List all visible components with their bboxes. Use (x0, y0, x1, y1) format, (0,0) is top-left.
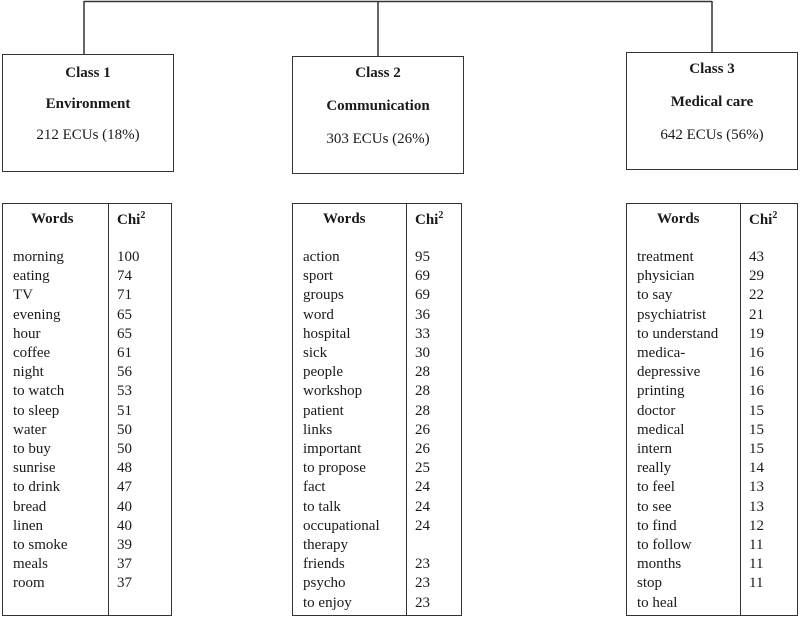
word-cell: intern (627, 440, 741, 459)
table-row (3, 306, 172, 325)
table-row (627, 440, 798, 459)
table-row (627, 382, 798, 401)
chi-value-cell: 11 (749, 556, 764, 573)
table-row (293, 517, 462, 536)
word-cell: important (293, 440, 407, 459)
chi-value-cell: 65 (117, 325, 132, 342)
chi-value-cell: 71 (117, 287, 132, 304)
word-cell: to say (627, 286, 741, 305)
table-row (3, 421, 172, 440)
table-row (3, 440, 172, 459)
chi-value-cell: 11 (749, 575, 764, 592)
chi-value-cell: 37 (117, 556, 132, 573)
chi-value-cell: 16 (749, 345, 764, 362)
chi-value-cell: 21 (749, 306, 764, 323)
chi-value-cell: 15 (749, 421, 764, 438)
chi-value-cell: 25 (415, 460, 430, 477)
class-2-name: Communication (326, 98, 430, 114)
chi-value-cell: 28 (415, 402, 430, 419)
table-row (627, 574, 798, 593)
table-row (627, 536, 798, 555)
class-3-name: Medical care (670, 94, 754, 110)
chi-value-cell: 11 (749, 537, 764, 554)
table-row (3, 325, 172, 344)
word-cell: sport (293, 267, 407, 286)
class-1-box (2, 54, 174, 172)
table-row (293, 286, 462, 305)
table-row (3, 459, 172, 478)
chi-header: Chi$^2$ (117, 209, 146, 228)
word-cell: medica- (627, 344, 741, 363)
table-row (627, 498, 798, 517)
class-3-label: Class 3 (689, 61, 735, 77)
table-row (3, 498, 172, 517)
word-cell: friends (293, 555, 407, 574)
table-row (293, 421, 462, 440)
chi-value-cell: 13 (749, 498, 764, 515)
class-3-ecus: 642 ECUs (56%) (660, 127, 764, 143)
class-2-box (292, 56, 464, 174)
chi-value-cell: 24 (415, 498, 430, 515)
word-cell: people (293, 363, 407, 382)
word-cell: therapy (293, 536, 407, 555)
table-row (293, 306, 462, 325)
table-row (3, 402, 172, 421)
word-cell: evening (3, 306, 109, 325)
word-cell: to feel (627, 478, 741, 497)
word-cell: psychiatrist (627, 306, 741, 325)
table-row (3, 574, 172, 593)
table-row (627, 421, 798, 440)
word-cell: hour (3, 325, 109, 344)
word-cell: workshop (293, 382, 407, 401)
chi-value-cell: 100 (117, 249, 140, 265)
table-row (3, 555, 172, 574)
table-row (293, 536, 462, 555)
word-cell: to drink (3, 478, 109, 497)
table-row (3, 478, 172, 497)
words-header: Words (3, 204, 109, 235)
word-cell: action (293, 248, 407, 267)
chi-value-cell: 74 (117, 268, 132, 285)
chi-value-cell: 95 (415, 249, 430, 265)
chi-value-cell: 69 (415, 287, 430, 304)
chi-value-cell: 23 (415, 575, 430, 592)
word-cell: meals (3, 555, 109, 574)
word-cell: groups (293, 286, 407, 305)
word-cell: word (293, 306, 407, 325)
table-row (627, 555, 798, 574)
table-row (293, 478, 462, 497)
table-row (627, 517, 798, 536)
word-cell: occupational (293, 517, 407, 536)
table-row (3, 286, 172, 305)
class-2-ecus: 303 ECUs (26%) (326, 131, 430, 147)
chi-value-cell: 50 (117, 441, 132, 458)
word-cell: really (627, 459, 741, 478)
words-header: Words (627, 204, 741, 235)
word-cell: to buy (3, 440, 109, 459)
chi-value-cell: 40 (117, 517, 132, 534)
chi-value-cell: 29 (749, 268, 764, 285)
word-cell: linen (3, 517, 109, 536)
word-cell: treatment (627, 248, 741, 267)
word-cell: to enjoy (293, 594, 407, 613)
chi-value-cell: 16 (749, 383, 764, 400)
table-row (293, 344, 462, 363)
table-row (3, 517, 172, 536)
table-row (627, 478, 798, 497)
word-cell: links (293, 421, 407, 440)
chi-value-cell: 30 (415, 345, 430, 362)
chi-value-cell: 50 (117, 421, 132, 438)
table-row (627, 363, 798, 382)
word-cell: to sleep (3, 402, 109, 421)
word-cell: water (3, 421, 109, 440)
word-cell: psycho (293, 574, 407, 593)
chi-header: Chi$^2$ (749, 209, 778, 228)
class-3-box (626, 52, 798, 170)
chi-value-cell: 39 (117, 537, 132, 554)
chi-value-cell: 56 (117, 364, 132, 381)
table-row (627, 325, 798, 344)
chi-value-cell: 28 (415, 383, 430, 400)
chi-value-cell: 15 (749, 402, 764, 419)
table-row (293, 555, 462, 574)
table-row (293, 267, 462, 286)
table-row (293, 459, 462, 478)
word-cell: coffee (3, 344, 109, 363)
chi-value-cell: 12 (749, 517, 764, 534)
word-cell: hospital (293, 325, 407, 344)
chi-value-cell: 69 (415, 268, 430, 285)
word-cell: to heal (627, 594, 741, 613)
word-cell: morning (3, 248, 109, 267)
word-cell: eating (3, 267, 109, 286)
word-cell: to talk (293, 498, 407, 517)
word-cell: fact (293, 478, 407, 497)
chi-value-cell: 37 (117, 575, 132, 592)
chi-value-cell: 36 (415, 306, 430, 323)
chi-value-cell: 22 (749, 287, 764, 304)
word-cell: sick (293, 344, 407, 363)
chi-value-cell: 24 (415, 517, 430, 534)
word-cell: months (627, 555, 741, 574)
word-cell: medical (627, 421, 741, 440)
table-row (627, 594, 798, 613)
chi-value-cell: 16 (749, 364, 764, 381)
table-row (3, 344, 172, 363)
chi-value-cell: 61 (117, 345, 132, 362)
table-row (293, 574, 462, 593)
table-row (293, 402, 462, 421)
words-header: Words (293, 204, 407, 235)
word-cell: depressive (627, 363, 741, 382)
class-2-words-table (292, 203, 462, 616)
table-row (293, 325, 462, 344)
table-row (293, 382, 462, 401)
table-row (627, 286, 798, 305)
chi-header: Chi$^2$ (415, 209, 444, 228)
chi-value-cell: 43 (749, 249, 764, 265)
table-row (293, 498, 462, 517)
word-cell: to follow (627, 536, 741, 555)
word-cell: to find (627, 517, 741, 536)
table-row (293, 594, 462, 613)
word-cell: bread (3, 498, 109, 517)
chi-value-cell: 14 (749, 460, 764, 477)
chi-value-cell: 23 (415, 594, 430, 611)
chi-value-cell: 51 (117, 402, 132, 419)
table-row (3, 267, 172, 286)
chi-value-cell: 13 (749, 479, 764, 496)
chi-value-cell: 33 (415, 325, 430, 342)
chi-value-cell (741, 594, 798, 613)
word-cell: to understand (627, 325, 741, 344)
table-row (293, 363, 462, 382)
class-1-label: Class 1 (65, 65, 111, 81)
chi-value-cell: 28 (415, 364, 430, 381)
chi-value-cell: 15 (749, 441, 764, 458)
word-cell: room (3, 574, 109, 593)
chi-value-cell: 26 (415, 441, 430, 458)
class-1-words-table (2, 203, 172, 616)
chi-value-cell (407, 536, 462, 555)
class-2-label: Class 2 (355, 65, 401, 81)
table-row (3, 248, 172, 267)
word-cell: printing (627, 382, 741, 401)
chi-value-cell: 65 (117, 306, 132, 323)
chi-value-cell: 40 (117, 498, 132, 515)
table-row (627, 267, 798, 286)
chi-value-cell: 19 (749, 325, 764, 342)
word-cell: to see (627, 498, 741, 517)
table-row (293, 248, 462, 267)
chi-value-cell: 47 (117, 479, 132, 496)
word-cell: physician (627, 267, 741, 286)
word-cell: to propose (293, 459, 407, 478)
chi-value-cell: 24 (415, 479, 430, 496)
table-row (627, 344, 798, 363)
table-row (627, 402, 798, 421)
word-cell: patient (293, 402, 407, 421)
word-cell: sunrise (3, 459, 109, 478)
chi-value-cell: 26 (415, 421, 430, 438)
table-row (3, 363, 172, 382)
word-cell: TV (3, 286, 109, 305)
word-cell: to smoke (3, 536, 109, 555)
class-1-name: Environment (45, 96, 131, 112)
chi-value-cell: 53 (117, 383, 132, 400)
table-row (627, 459, 798, 478)
class-3-words-table (626, 203, 798, 616)
table-row (627, 306, 798, 325)
table-row (627, 248, 798, 267)
table-row (293, 440, 462, 459)
chi-value-cell: 48 (117, 460, 132, 477)
word-cell: doctor (627, 402, 741, 421)
table-row (3, 382, 172, 401)
word-cell: stop (627, 574, 741, 593)
word-cell: night (3, 363, 109, 382)
class-1-ecus: 212 ECUs (18%) (36, 127, 140, 143)
chi-value-cell: 23 (415, 556, 430, 573)
word-cell: to watch (3, 382, 109, 401)
table-row (3, 536, 172, 555)
